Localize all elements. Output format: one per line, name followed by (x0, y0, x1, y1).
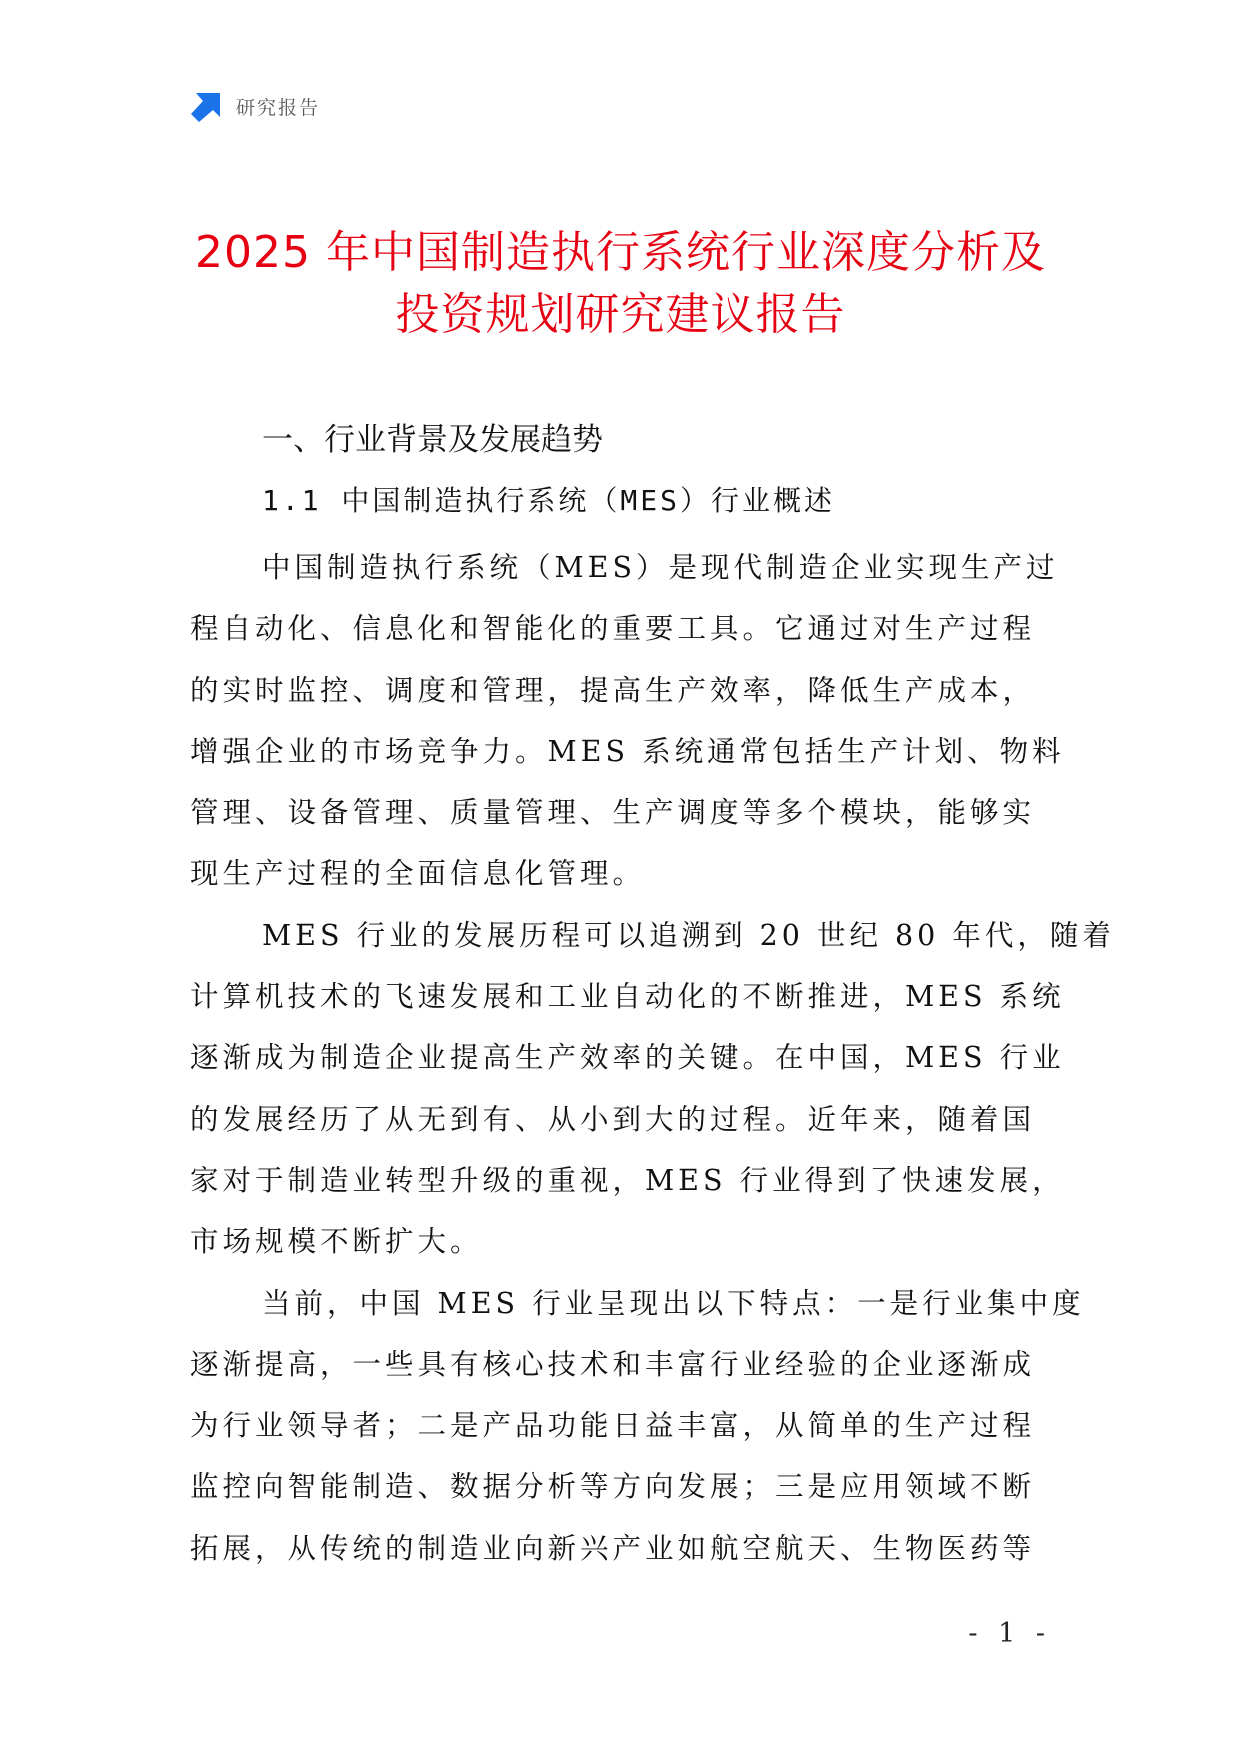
subsection-heading: 1.1 中国制造执行系统（MES）行业概述 (262, 484, 836, 517)
text-line: 增强企业的市场竞争力。MES 系统通常包括生产计划、物料 (190, 734, 1065, 768)
text-line: 计算机技术的飞速发展和工业自动化的不断推进，MES 系统 (190, 980, 1065, 1014)
text-line: 市场规模不断扩大。 (190, 1225, 483, 1259)
text-line: 管理、设备管理、质量管理、生产调度等多个模块，能够实 (190, 796, 1036, 830)
arrow-up-right-icon (190, 89, 224, 123)
text-line: 逐渐提高，一些具有核心技术和丰富行业经验的企业逐渐成 (190, 1347, 1036, 1381)
page-header (190, 88, 320, 124)
text-line: 中国制造执行系统（MES）是现代制造企业实现生产过 (262, 551, 1059, 584)
paragraph (190, 905, 1115, 1273)
text-line: 的实时监控、调度和管理，提高生产效率，降低生产成本， (190, 673, 1036, 707)
section-heading: 一、行业背景及发展趋势 (262, 422, 603, 458)
text-line: 为行业领导者；二是产品功能日益丰富，从简单的生产过程 (190, 1409, 1036, 1443)
page-number: - 1 - (968, 1618, 1051, 1649)
title-line: 投资规划研究建议报告 (395, 289, 846, 340)
text-line: 逐渐成为制造企业提高生产效率的关键。在中国，MES 行业 (190, 1041, 1065, 1075)
text-line: 的发展经历了从无到有、从小到大的过程。近年来，随着国 (190, 1102, 1036, 1136)
text-line: 当前，中国 MES 行业呈现出以下特点：一是行业集中度 (262, 1286, 1085, 1320)
text-line: 家对于制造业转型升级的重视，MES 行业得到了快速发展， (190, 1163, 1065, 1197)
document-title (150, 222, 1091, 346)
text-line: 监控向智能制造、数据分析等方向发展；三是应用领域不断 (190, 1470, 1036, 1504)
text-line: 现生产过程的全面信息化管理。 (190, 857, 646, 891)
paragraph (190, 537, 1065, 905)
paragraph (190, 1273, 1085, 1579)
text-line: MES 行业的发展历程可以追溯到 20 世纪 80 年代，随着 (262, 918, 1115, 952)
title-line: 2025 年中国制造执行系统行业深度分析及 (195, 227, 1046, 278)
text-line: 程自动化、信息化和智能化的重要工具。它通过对生产过程 (190, 612, 1036, 646)
header-label: 研究报告 (236, 96, 321, 119)
body-text (190, 537, 1115, 1579)
text-line: 拓展，从传统的制造业向新兴产业如航空航天、生物医药等 (190, 1531, 1036, 1565)
